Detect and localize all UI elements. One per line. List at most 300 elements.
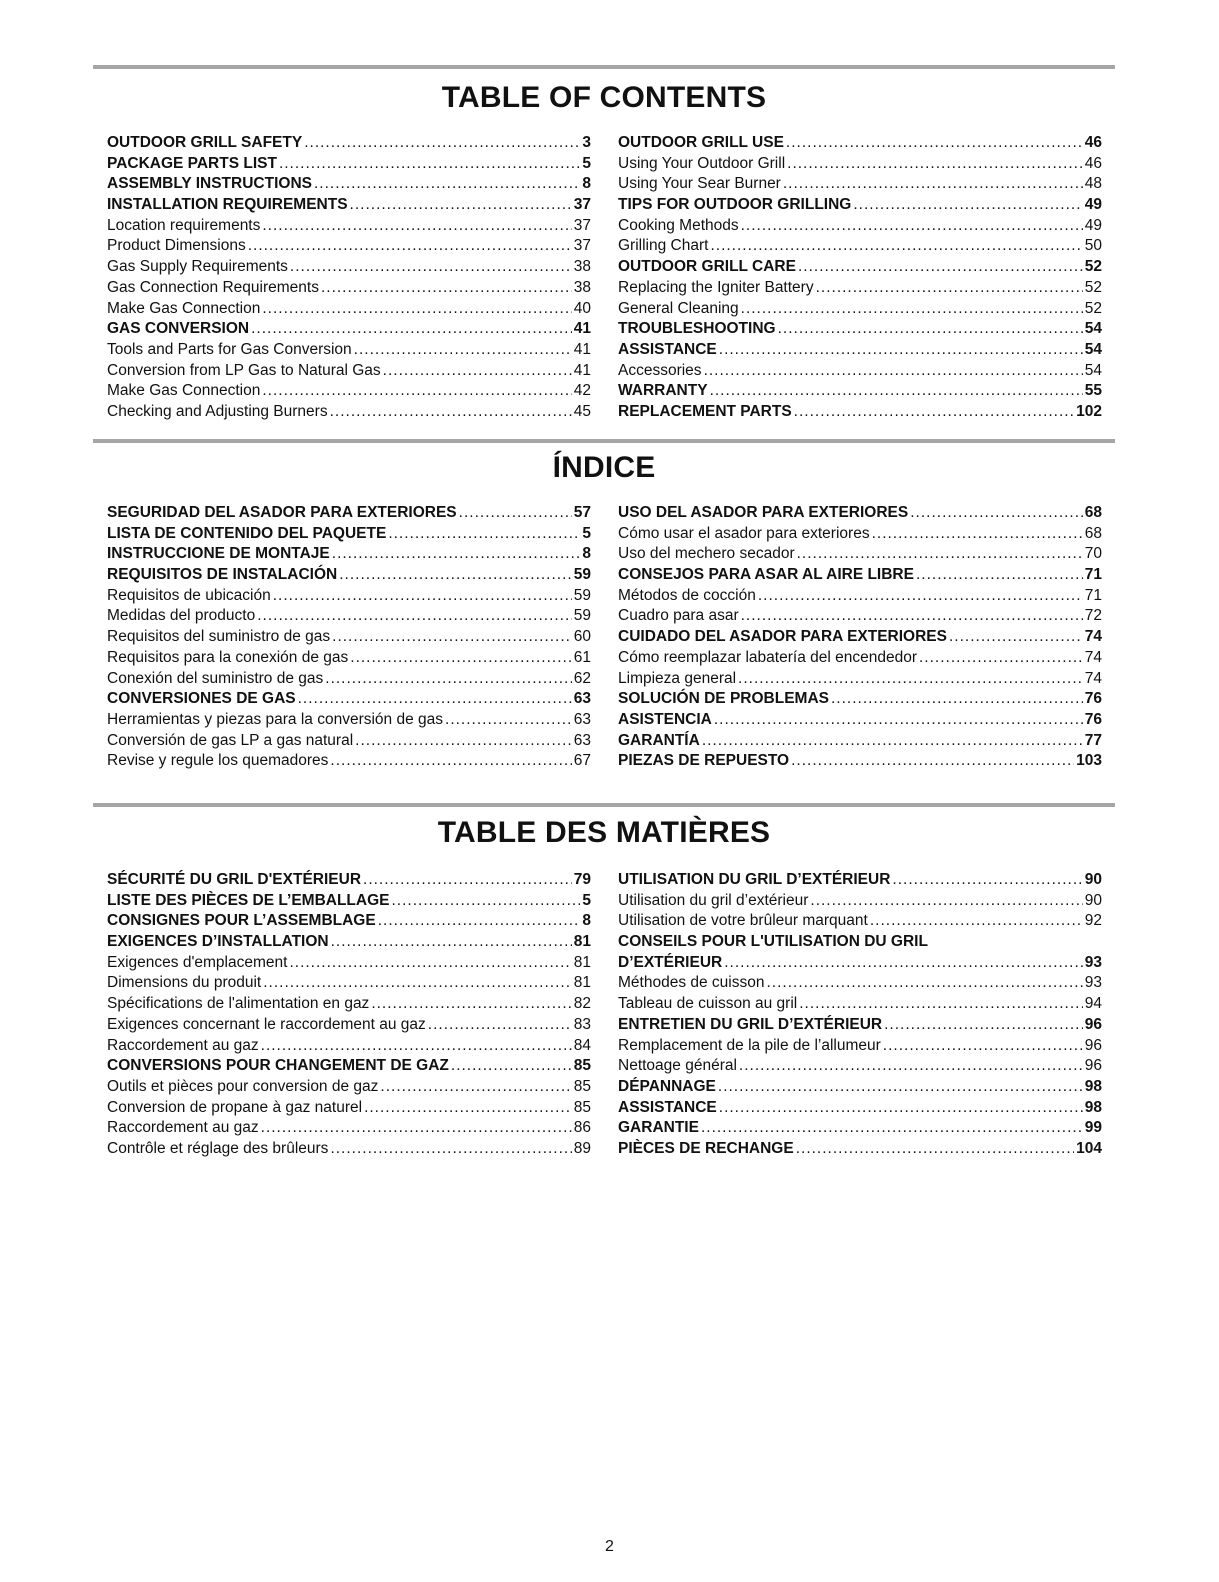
dot-leader — [391, 891, 580, 912]
toc-entry-page: 104 — [1076, 1139, 1102, 1157]
dot-leader — [799, 994, 1083, 1015]
toc-entry-page: 63 — [573, 731, 591, 749]
toc-entry-page: 77 — [1084, 731, 1102, 749]
toc-entry-title: Requisitos de ubicación — [107, 586, 271, 604]
toc-entry-page: 76 — [1084, 690, 1102, 708]
toc-entry-title: DÉPANNAGE — [618, 1077, 716, 1095]
toc-entry-title: PIEZAS DE REPUESTO — [618, 752, 790, 770]
dot-leader — [710, 236, 1082, 257]
toc-entry-title: OUTDOOR GRILL USE — [618, 134, 784, 151]
toc-entry-page: 93 — [1084, 974, 1102, 992]
dot-leader — [355, 731, 572, 752]
toc-french-left-column — [107, 870, 591, 1160]
toc-entry-title: EXIGENCES D’INSTALLATION — [107, 933, 329, 951]
toc-entry-title: Medidas del producto — [107, 607, 256, 625]
toc-entry-title: Replacing the Igniter Battery — [618, 278, 814, 296]
toc-entry — [107, 627, 591, 648]
dot-leader — [383, 361, 572, 382]
dot-leader — [797, 544, 1083, 565]
toc-entry-title: Herramientas y piezas para la conversión de gas — [107, 710, 444, 728]
toc-entry-title: Exigences concernant le raccordement au gaz — [107, 1015, 426, 1033]
dot-leader — [289, 953, 571, 974]
toc-entry-title: Cómo usar el asador para exteriores — [618, 524, 870, 542]
toc-entry — [107, 669, 591, 690]
toc-entry-page: 62 — [573, 669, 591, 687]
toc-entry-title: CONSEILS POUR L'UTILISATION DU GRIL — [618, 933, 928, 951]
toc-entry — [618, 544, 1102, 565]
toc-entry-title: Checking and Adjusting Burners — [107, 402, 328, 420]
dot-leader — [719, 1098, 1083, 1119]
toc-entry — [618, 299, 1102, 320]
toc-entry-title: GAS CONVERSION — [107, 320, 250, 338]
toc-entry — [107, 1077, 591, 1098]
dot-leader — [298, 689, 572, 710]
toc-entry-page: 85 — [573, 1057, 591, 1075]
toc-entry-page: 5 — [582, 891, 591, 909]
toc-entry-page: 8 — [582, 175, 591, 193]
dot-leader — [870, 911, 1083, 932]
toc-entry-title: REPLACEMENT PARTS — [618, 402, 792, 420]
toc-entry — [107, 402, 591, 423]
dot-leader — [290, 257, 572, 278]
toc-entry — [107, 751, 591, 772]
toc-entry-title: Utilisation du gril d’extérieur — [618, 891, 809, 909]
dot-leader — [796, 1139, 1074, 1160]
dot-leader — [459, 503, 572, 524]
toc-entry-title: Remplacement de la pile de l’allumeur — [618, 1036, 881, 1054]
dot-leader — [831, 689, 1083, 710]
toc-entry-page: 63 — [573, 710, 591, 728]
dot-leader — [718, 1077, 1083, 1098]
toc-entry-page: 37 — [573, 237, 591, 255]
dot-leader — [321, 278, 572, 299]
toc-entry — [618, 994, 1102, 1015]
toc-entry-page: 74 — [1084, 669, 1102, 687]
dot-leader — [354, 340, 572, 361]
toc-entry — [107, 1139, 591, 1160]
dot-leader — [741, 216, 1083, 237]
toc-entry — [107, 1015, 591, 1036]
toc-entry — [618, 361, 1102, 382]
toc-entry-page: 59 — [573, 586, 591, 604]
dot-leader — [428, 1015, 572, 1036]
toc-entry — [618, 257, 1102, 278]
toc-entry — [618, 751, 1102, 772]
dot-leader — [892, 870, 1082, 891]
toc-entry — [107, 544, 591, 565]
toc-entry-page: 99 — [1084, 1119, 1102, 1137]
dot-leader — [794, 402, 1074, 423]
dot-leader — [388, 524, 580, 545]
toc-entry — [618, 911, 1102, 932]
dot-leader — [332, 627, 572, 648]
toc-french-right-column — [618, 870, 1102, 1160]
dot-leader — [758, 586, 1083, 607]
toc-entry-page: 98 — [1084, 1098, 1102, 1116]
toc-entry-title: CONSIGNES POUR L’ASSEMBLAGE — [107, 912, 376, 930]
dot-leader — [380, 1077, 571, 1098]
dot-leader — [261, 1036, 572, 1057]
toc-entry-page: 37 — [573, 216, 591, 234]
dot-leader — [263, 973, 572, 994]
toc-entry-page: 67 — [573, 752, 591, 770]
dot-leader — [702, 731, 1083, 752]
dot-leader — [364, 1098, 572, 1119]
toc-entry-title: SOLUCIÓN DE PROBLEMAS — [618, 690, 829, 708]
dot-leader — [314, 174, 580, 195]
toc-entry — [107, 524, 591, 545]
toc-title-spanish: ÍNDICE — [552, 451, 656, 484]
dot-leader — [910, 503, 1083, 524]
toc-entry — [107, 648, 591, 669]
toc-entry-title: Requisitos para la conexión de gas — [107, 648, 349, 666]
toc-entry-title: Grilling Chart — [618, 237, 709, 255]
toc-entry — [107, 932, 591, 953]
toc-entry-title: Cuadro para asar — [618, 607, 739, 625]
toc-entry-page: 48 — [1084, 175, 1102, 193]
toc-entry-title: INSTALLATION REQUIREMENTS — [107, 196, 348, 214]
toc-english-left-column — [107, 133, 591, 423]
toc-entry — [618, 524, 1102, 545]
toc-entry-title: UTILISATION DU GRIL D’EXTÉRIEUR — [618, 871, 891, 888]
toc-entry — [107, 236, 591, 257]
toc-entry-page: 3 — [582, 134, 591, 151]
dot-leader — [884, 1015, 1083, 1036]
toc-entry-title: USO DEL ASADOR PARA EXTERIORES — [618, 504, 909, 521]
dot-leader — [741, 299, 1083, 320]
dot-leader — [363, 870, 572, 891]
toc-entry-title: Requisitos del suministro de gas — [107, 628, 331, 646]
toc-entry — [107, 911, 591, 932]
toc-entry-page: 54 — [1084, 320, 1102, 338]
toc-entry — [107, 216, 591, 237]
toc-entry-page: 41 — [573, 340, 591, 358]
dot-leader — [810, 891, 1082, 912]
toc-entry-title: ASISTENCIA — [618, 710, 712, 728]
dot-leader — [710, 381, 1083, 402]
dot-leader — [451, 1056, 572, 1077]
toc-entry — [107, 340, 591, 361]
toc-entry-title: TIPS FOR OUTDOOR GRILLING — [618, 196, 852, 214]
toc-entry — [618, 710, 1102, 731]
toc-entry — [107, 606, 591, 627]
toc-entry-title: LISTA DE CONTENIDO DEL PAQUETE — [107, 524, 387, 542]
toc-entry-title: Accessories — [618, 361, 702, 379]
toc-entry-title: Conexión del suministro de gas — [107, 669, 324, 687]
dot-leader — [791, 751, 1074, 772]
toc-entry — [107, 973, 591, 994]
toc-entry-page: 82 — [573, 995, 591, 1013]
toc-entry — [107, 1056, 591, 1077]
dot-leader — [701, 1118, 1083, 1139]
toc-entry-title: Cooking Methods — [618, 216, 739, 234]
toc-spanish-right-column — [618, 503, 1102, 772]
toc-entry-title: Conversion from LP Gas to Natural Gas — [107, 361, 381, 379]
toc-entry — [618, 402, 1102, 423]
toc-entry-page: 38 — [573, 278, 591, 296]
toc-entry-page: 70 — [1084, 545, 1102, 563]
dot-leader — [350, 648, 571, 669]
toc-entry-title: Product Dimensions — [107, 237, 246, 255]
toc-entry-page: 96 — [1084, 1015, 1102, 1033]
toc-entry — [618, 891, 1102, 912]
toc-english-right-column — [618, 133, 1102, 423]
toc-entry-page: 81 — [573, 974, 591, 992]
toc-entry-page: 84 — [573, 1036, 591, 1054]
toc-entry-title: ASSEMBLY INSTRUCTIONS — [107, 175, 312, 193]
toc-entry — [107, 891, 591, 912]
toc-entry-title: GARANTIE — [618, 1119, 699, 1137]
dot-leader — [257, 606, 572, 627]
toc-entry-title: Using Your Outdoor Grill — [618, 154, 786, 172]
toc-entry-page: 52 — [1084, 299, 1102, 317]
toc-entry — [618, 340, 1102, 361]
toc-entry-title: Nettoage général — [618, 1057, 737, 1075]
dot-leader — [714, 710, 1083, 731]
dot-leader — [330, 1139, 571, 1160]
toc-entry — [618, 953, 1102, 974]
toc-entry-page: 79 — [573, 871, 591, 888]
toc-entry-title: Using Your Sear Burner — [618, 175, 781, 193]
toc-entry-page: 55 — [1084, 382, 1102, 400]
dot-leader — [853, 195, 1082, 216]
toc-entry — [618, 1036, 1102, 1057]
dot-leader — [719, 340, 1083, 361]
dot-leader — [798, 257, 1083, 278]
toc-entry-title: Dimensions du produit — [107, 974, 262, 992]
toc-entry-page: 42 — [573, 382, 591, 400]
toc-entry-page: 59 — [573, 566, 591, 584]
dot-leader — [949, 627, 1083, 648]
toc-entry — [618, 870, 1102, 891]
toc-entry-title: Gas Connection Requirements — [107, 278, 319, 296]
toc-entry — [107, 731, 591, 752]
dot-leader — [883, 1036, 1083, 1057]
dot-leader — [248, 236, 572, 257]
toc-entry-page: 49 — [1084, 216, 1102, 234]
toc-entry-page: 49 — [1084, 196, 1102, 214]
dot-leader — [251, 319, 572, 340]
toc-entry-page: 54 — [1084, 340, 1102, 358]
dot-leader — [741, 606, 1083, 627]
section-divider — [93, 439, 1115, 443]
toc-entry — [107, 381, 591, 402]
toc-entry — [107, 870, 591, 891]
toc-entry-title: Make Gas Connection — [107, 382, 261, 400]
toc-entry — [618, 565, 1102, 586]
page-number: 2 — [605, 1538, 614, 1555]
dot-leader — [331, 932, 572, 953]
section-divider — [93, 803, 1115, 807]
dot-leader — [350, 195, 572, 216]
toc-entry — [107, 689, 591, 710]
toc-entry-page: 8 — [582, 912, 591, 930]
toc-entry-title: ASSISTANCE — [618, 340, 717, 358]
toc-entry-page: 52 — [1084, 258, 1102, 276]
toc-entry-title: D’EXTÉRIEUR — [618, 953, 723, 971]
toc-entry-page: 71 — [1084, 566, 1102, 584]
toc-entry-page: 90 — [1084, 891, 1102, 909]
toc-entry-page: 8 — [582, 545, 591, 563]
dot-leader — [739, 1056, 1083, 1077]
toc-entry-page: 89 — [573, 1139, 591, 1157]
toc-entry-title: PIÈCES DE RECHANGE — [618, 1139, 794, 1157]
toc-entry-page: 5 — [582, 154, 591, 172]
toc-entry-page: 83 — [573, 1015, 591, 1033]
toc-entry — [107, 710, 591, 731]
dot-leader — [325, 669, 571, 690]
toc-entry-title: CONVERSIONES DE GAS — [107, 690, 296, 708]
toc-entry-page: 93 — [1084, 953, 1102, 971]
toc-entry-title: Uso del mechero secador — [618, 545, 795, 563]
toc-entry-page: 71 — [1084, 586, 1102, 604]
toc-entry-title: General Cleaning — [618, 299, 739, 317]
toc-entry-page: 57 — [573, 504, 591, 521]
toc-entry — [618, 195, 1102, 216]
toc-entry — [107, 133, 591, 154]
toc-entry — [107, 1118, 591, 1139]
toc-entry-title: Location requirements — [107, 216, 261, 234]
toc-entry-page: 46 — [1084, 134, 1102, 151]
toc-entry — [107, 994, 591, 1015]
dot-leader — [916, 565, 1083, 586]
toc-entry-page: 52 — [1084, 278, 1102, 296]
toc-spanish-left-column — [107, 503, 591, 772]
toc-entry — [107, 154, 591, 175]
toc-entry-page: 61 — [573, 648, 591, 666]
toc-entry-title: Spécifications de l'alimentation en gaz — [107, 995, 370, 1013]
section-divider — [93, 65, 1115, 69]
dot-leader — [783, 174, 1083, 195]
toc-entry-title: SEGURIDAD DEL ASADOR PARA EXTERIORES — [107, 504, 457, 521]
toc-entry-page: 46 — [1084, 154, 1102, 172]
toc-entry-page: 74 — [1084, 628, 1102, 646]
toc-entry-page: 41 — [573, 320, 591, 338]
toc-entry-page: 37 — [573, 196, 591, 214]
toc-entry — [107, 299, 591, 320]
dot-leader — [279, 154, 580, 175]
dot-leader — [262, 381, 571, 402]
toc-entry — [107, 565, 591, 586]
toc-entry — [618, 381, 1102, 402]
toc-entry-page: 103 — [1076, 752, 1102, 770]
toc-entry — [618, 133, 1102, 154]
toc-entry — [618, 154, 1102, 175]
toc-entry-page: 96 — [1084, 1057, 1102, 1075]
dot-leader — [445, 710, 572, 731]
toc-entry-page: 90 — [1084, 871, 1102, 888]
toc-entry-page: 50 — [1084, 237, 1102, 255]
dot-leader — [738, 669, 1083, 690]
dot-leader — [787, 154, 1083, 175]
toc-entry-title: INSTRUCCIONE DE MONTAJE — [107, 545, 330, 563]
toc-entry-page: 5 — [582, 524, 591, 542]
toc-entry — [618, 731, 1102, 752]
toc-entry — [107, 278, 591, 299]
dot-leader — [330, 751, 571, 772]
toc-entry-title: Conversión de gas LP a gas natural — [107, 731, 354, 749]
dot-leader — [778, 319, 1083, 340]
toc-entry-page: 76 — [1084, 710, 1102, 728]
toc-entry — [107, 174, 591, 195]
toc-entry-title: Méthodes de cuisson — [618, 974, 765, 992]
toc-entry-page: 94 — [1084, 995, 1102, 1013]
dot-leader — [262, 299, 571, 320]
toc-entry-title: TROUBLESHOOTING — [618, 320, 776, 338]
toc-entry-page: 102 — [1076, 402, 1102, 420]
toc-entry-title: Revise y regule los quemadores — [107, 752, 329, 770]
toc-entry — [618, 669, 1102, 690]
toc-entry-page: 74 — [1084, 648, 1102, 666]
toc-entry-page: 98 — [1084, 1077, 1102, 1095]
dot-leader — [261, 1118, 572, 1139]
toc-entry-page: 41 — [573, 361, 591, 379]
toc-entry-title: REQUISITOS DE INSTALACIÓN — [107, 566, 338, 584]
toc-entry-page: 85 — [573, 1098, 591, 1116]
dot-leader — [704, 361, 1083, 382]
dot-leader — [330, 402, 572, 423]
toc-entry-title: Raccordement au gaz — [107, 1119, 259, 1137]
toc-entry-title: Gas Supply Requirements — [107, 258, 288, 276]
toc-title-french: TABLE DES MATIÈRES — [437, 816, 771, 849]
toc-entry — [107, 1036, 591, 1057]
toc-entry — [618, 606, 1102, 627]
toc-entry — [618, 1139, 1102, 1160]
toc-entry-title: PACKAGE PARTS LIST — [107, 154, 277, 172]
toc-entry-title: SÉCURITÉ DU GRIL D'EXTÉRIEUR — [107, 871, 362, 888]
toc-entry — [618, 236, 1102, 257]
toc-entry-page: 96 — [1084, 1036, 1102, 1054]
toc-entry-page: 72 — [1084, 607, 1102, 625]
toc-entry-page: 68 — [1084, 524, 1102, 542]
dot-leader — [332, 544, 581, 565]
toc-entry-page: 54 — [1084, 361, 1102, 379]
dot-leader — [766, 973, 1082, 994]
dot-leader — [786, 133, 1083, 154]
toc-entry — [107, 586, 591, 607]
toc-entry — [107, 195, 591, 216]
toc-entry — [618, 1118, 1102, 1139]
toc-entry — [618, 689, 1102, 710]
toc-entry-title: Tools and Parts for Gas Conversion — [107, 340, 352, 358]
toc-entry — [618, 586, 1102, 607]
toc-entry-title: OUTDOOR GRILL CARE — [618, 258, 796, 276]
toc-entry-page: 85 — [573, 1077, 591, 1095]
toc-entry — [618, 1098, 1102, 1119]
toc-entry-title: OUTDOOR GRILL SAFETY — [107, 134, 303, 151]
toc-entry — [618, 278, 1102, 299]
toc-entry — [618, 932, 1102, 953]
toc-entry — [107, 257, 591, 278]
toc-entry — [107, 1098, 591, 1119]
toc-entry — [107, 953, 591, 974]
toc-entry — [618, 627, 1102, 648]
toc-entry-title: Limpieza general — [618, 669, 737, 687]
toc-entry-title: Exigences d'emplacement — [107, 953, 288, 971]
toc-entry — [618, 174, 1102, 195]
toc-entry-title: Utilisation de votre brûleur marquant — [618, 912, 868, 930]
toc-entry-title: ENTRETIEN DU GRIL D’EXTÉRIEUR — [618, 1015, 883, 1033]
toc-entry-title: Raccordement au gaz — [107, 1036, 259, 1054]
toc-entry-page: 81 — [573, 953, 591, 971]
toc-entry-page: 86 — [573, 1119, 591, 1137]
toc-entry-page: 92 — [1084, 912, 1102, 930]
toc-entry-title: Conversion de propane à gaz naturel — [107, 1098, 363, 1116]
toc-entry — [107, 503, 591, 524]
toc-entry-page: 68 — [1084, 504, 1102, 521]
toc-entry-title: WARRANTY — [618, 382, 708, 400]
dot-leader — [872, 524, 1083, 545]
